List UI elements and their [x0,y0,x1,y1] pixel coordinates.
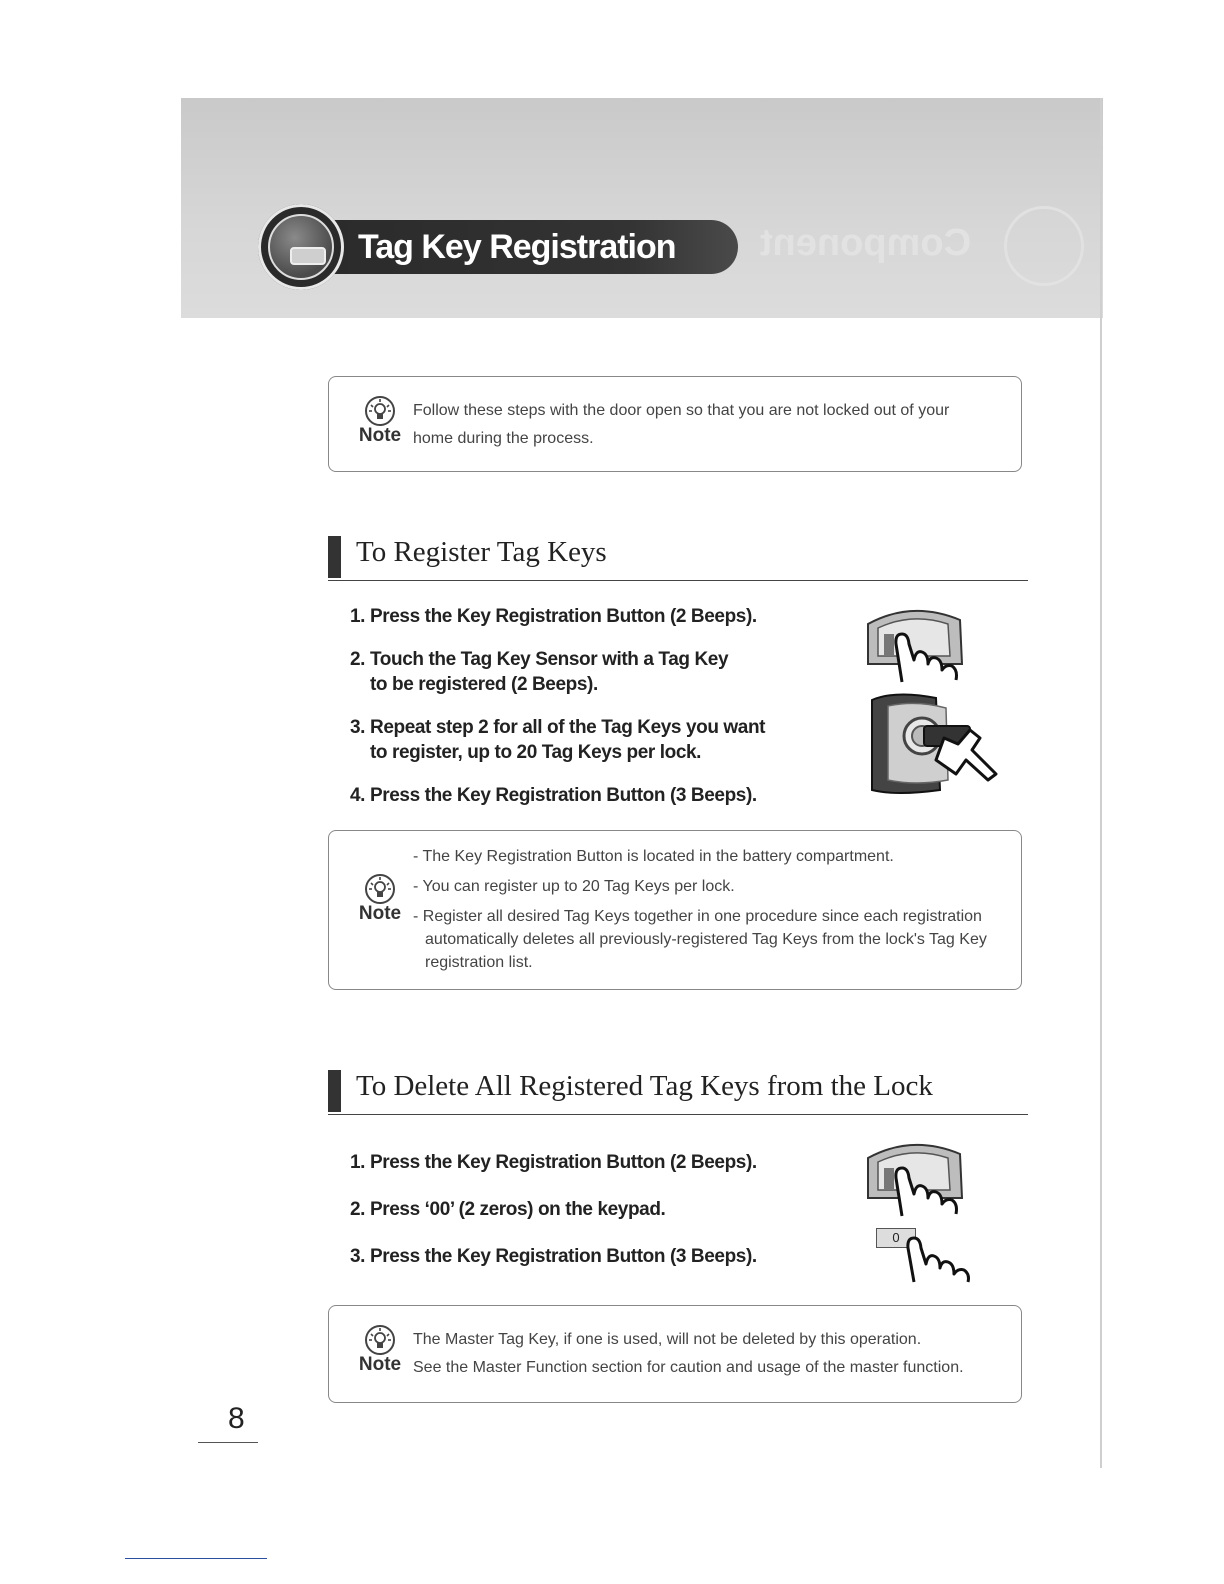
note-text [413,1326,964,1382]
note-box-register [328,830,1022,990]
bottom-rule [125,1558,267,1559]
section-delete-heading [328,1070,1028,1115]
section-register-heading [328,536,1028,581]
step-number: 2. [350,1199,366,1220]
note-item: - Register all desired Tag Keys together in one procedure since each registration automatically deletes all previously-registered Tag Keys from the lock's Tag Key registration list. [413,908,987,971]
section-marker [328,536,341,578]
step-number: 1. [350,1152,366,1173]
lightbulb-icon [363,1324,397,1356]
title-pill [258,204,738,290]
step-text: Press the Key Registration Button (3 Beeps). [370,1246,757,1267]
page-number: 8 [228,1402,245,1435]
step-item [350,1244,757,1269]
step-text: Press the Key Registration Button (3 Beeps). [370,785,757,806]
note-text [413,397,949,453]
step-text: to register, up to 20 Tag Keys per lock. [370,742,702,763]
step-text: Press the Key Registration Button (2 Beeps). [370,606,757,627]
note-list [413,845,1003,981]
keypad-press-icon [876,1228,976,1284]
note-line: The Master Tag Key, if one is used, will not be deleted by this operation. [413,1331,922,1348]
page-edge [1100,98,1102,1468]
ghost-circle-icon [1004,206,1084,286]
note-box-delete [328,1305,1022,1403]
step-item [350,783,765,808]
step-text: Press ‘00’ (2 zeros) on the keypad. [370,1199,666,1220]
keypad-key-zero: 0 [876,1228,916,1248]
step-item [350,715,765,765]
step-item [350,604,765,629]
note-badge [355,873,405,925]
page-number-rule [198,1442,258,1443]
step-number: 3. [350,1246,366,1267]
step-item [350,1150,757,1175]
ghost-section-text: Component [760,222,972,264]
section-marker [328,1070,341,1112]
hand-press-icon [862,1138,974,1218]
title-badge [258,204,344,290]
step-number: 2. [350,649,366,670]
page-title: Tag Key Registration [358,228,676,266]
step-number: 4. [350,785,366,806]
note-line: home during the process. [413,430,594,447]
section-title: To Register Tag Keys [356,536,607,568]
tag-key-icon [290,247,326,265]
note-label: Note [358,903,402,924]
hand-press-icon [896,1232,976,1284]
lightbulb-icon [363,395,397,427]
step-text: Touch the Tag Key Sensor with a Tag Key [370,649,729,670]
step-text: Repeat step 2 for all of the Tag Keys you want [370,717,766,738]
step-number: 3. [350,717,366,738]
section-title: To Delete All Registered Tag Keys from the Lock [356,1070,933,1102]
note-line: See the Master Function section for caution and usage of the master function. [413,1359,964,1376]
note-line: Follow these steps with the door open so that you are not locked out of your [413,402,950,419]
hand-press-icon [862,604,974,684]
step-item [350,1197,757,1222]
delete-steps [350,1150,757,1269]
note-item: - The Key Registration Button is located in the battery compartment. [413,848,894,865]
note-badge [355,1324,405,1376]
note-item: - You can register up to 20 Tag Keys per lock. [413,878,735,895]
step-number: 1. [350,606,366,627]
note-label: Note [358,425,402,446]
note-badge [355,395,405,447]
step-text: to be registered (2 Beeps). [370,674,598,695]
note-label: Note [358,1354,402,1375]
lightbulb-icon [363,873,397,905]
note-box-top [328,376,1022,472]
step-text: Press the Key Registration Button (2 Beeps). [370,1152,757,1173]
register-steps [350,604,765,808]
tag-sensor-icon [866,690,1002,796]
step-item [350,647,765,697]
